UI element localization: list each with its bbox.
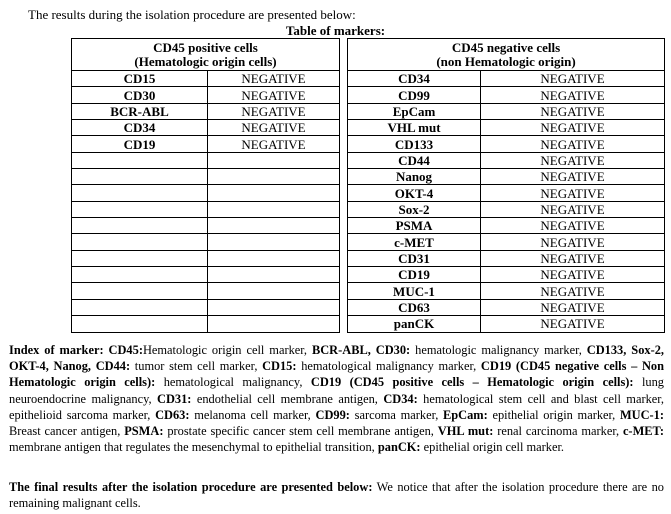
positive-marker (72, 250, 208, 266)
positive-result (208, 267, 340, 283)
final-results-paragraph (9, 479, 664, 511)
negative-marker: CD19 (348, 267, 481, 283)
index-description: Hematologic origin cell marker, (142, 343, 312, 357)
negative-result: NEGATIVE (481, 283, 665, 299)
negative-marker: c-MET (348, 234, 481, 250)
column-gap (340, 299, 348, 315)
positive-result: NEGATIVE (208, 103, 340, 119)
marker-index-paragraph (9, 342, 664, 455)
negative-marker: Nanog (348, 169, 481, 185)
index-description: membrane antigen that regulates the mesenchymal to epithelial transition, (9, 440, 378, 455)
index-term: panCK: (377, 440, 421, 455)
positive-result (208, 218, 340, 234)
negative-result: NEGATIVE (481, 152, 665, 168)
index-description: melanoma cell marker, (189, 407, 316, 422)
negative-header-line-1: CD45 negative cells (451, 39, 561, 55)
column-gap (340, 201, 348, 217)
table-row (72, 185, 665, 201)
positive-marker (72, 169, 208, 185)
column-gap (340, 120, 348, 136)
negative-marker: CD31 (348, 250, 481, 266)
positive-marker (72, 316, 208, 332)
index-term: CD19 (CD45 positive cells – Hematologic origin cells): (310, 375, 634, 390)
negative-header (348, 39, 665, 71)
column-gap (340, 185, 348, 201)
negative-marker: Sox-2 (348, 201, 481, 217)
index-term: CD15: (262, 359, 297, 374)
negative-marker: PSMA (348, 218, 481, 234)
table-row (72, 250, 665, 266)
column-gap (340, 283, 348, 299)
positive-marker (72, 267, 208, 283)
final-results-text: We notice that after the isolation procedure there are no remaining malignant cells. (9, 480, 665, 510)
positive-result (208, 316, 340, 332)
table-row (72, 87, 665, 103)
index-term: PSMA: (124, 424, 164, 439)
intro-text: The results during the isolation procedure are presented below: (28, 7, 356, 22)
index-description: Breast cancer antigen, (9, 424, 125, 439)
table-row (72, 103, 665, 119)
positive-marker (72, 201, 208, 217)
positive-header (72, 39, 340, 71)
negative-result: NEGATIVE (481, 218, 665, 234)
negative-result: NEGATIVE (481, 136, 665, 152)
negative-marker: OKT-4 (348, 185, 481, 201)
negative-result: NEGATIVE (481, 316, 665, 332)
table-caption: Table of markers: (285, 23, 386, 38)
index-term: EpCam: (443, 407, 488, 422)
table-header-row (72, 39, 665, 71)
index-term: c-MET: (622, 424, 664, 439)
index-term: VHL mut: (437, 424, 494, 439)
index-term: CD99: (315, 407, 350, 422)
index-term: CD31: (157, 391, 192, 406)
positive-result (208, 283, 340, 299)
positive-result (208, 234, 340, 250)
negative-marker: CD63 (348, 299, 481, 315)
positive-result (208, 152, 340, 168)
negative-result: NEGATIVE (481, 250, 665, 266)
positive-result (208, 169, 340, 185)
positive-result (208, 201, 340, 217)
negative-marker: VHL mut (348, 120, 481, 136)
column-gap (340, 169, 348, 185)
positive-marker: BCR-ABL (72, 103, 208, 119)
column-gap (340, 234, 348, 250)
negative-marker: CD44 (348, 152, 481, 168)
positive-marker (72, 218, 208, 234)
table-row (72, 316, 665, 332)
negative-result: NEGATIVE (481, 169, 665, 185)
index-description: tumor stem cell marker, (130, 359, 263, 374)
index-description: sarcoma marker, (349, 407, 443, 422)
index-term: CD63: (155, 407, 190, 422)
table-row (72, 136, 665, 152)
table-row (72, 169, 665, 185)
index-description: prostate specific cancer stem cell membrane antigen, (163, 424, 438, 439)
table-row (72, 152, 665, 168)
positive-result (208, 185, 340, 201)
negative-result: NEGATIVE (481, 185, 665, 201)
positive-marker (72, 152, 208, 168)
negative-result: NEGATIVE (481, 103, 665, 119)
column-gap (340, 103, 348, 119)
column-gap (340, 152, 348, 168)
markers-table (71, 38, 665, 333)
positive-result: NEGATIVE (208, 87, 340, 103)
positive-marker: CD30 (72, 87, 208, 103)
index-description: hematological malignancy, (155, 375, 311, 390)
negative-marker: EpCam (348, 103, 481, 119)
column-gap (340, 39, 348, 71)
table-row (72, 218, 665, 234)
positive-marker (72, 234, 208, 250)
column-gap (340, 71, 348, 87)
table-row (72, 267, 665, 283)
negative-marker: CD99 (348, 87, 481, 103)
index-term: CD34: (383, 391, 418, 406)
index-description: renal carcinoma marker, (493, 424, 623, 439)
positive-header-line-2: (Hematologic origin cells) (134, 53, 277, 69)
positive-marker (72, 283, 208, 299)
negative-result: NEGATIVE (481, 120, 665, 136)
positive-result (208, 299, 340, 315)
positive-marker (72, 185, 208, 201)
negative-result: NEGATIVE (481, 299, 665, 315)
table-row (72, 299, 665, 315)
column-gap (340, 250, 348, 266)
final-results-lead: The final results after the isolation procedure are presented below: (9, 480, 373, 494)
positive-result: NEGATIVE (208, 71, 340, 87)
table-row (72, 71, 665, 87)
column-gap (340, 316, 348, 332)
column-gap (340, 218, 348, 234)
negative-result: NEGATIVE (481, 87, 665, 103)
negative-marker: panCK (348, 316, 481, 332)
index-description: epithelial origin marker, (487, 407, 620, 422)
positive-result (208, 250, 340, 266)
index-description: epithelial origin cell marker. (420, 440, 565, 455)
positive-result: NEGATIVE (208, 120, 340, 136)
negative-marker: MUC-1 (348, 283, 481, 299)
index-term: Index of marker: CD45: (9, 343, 143, 357)
positive-marker: CD15 (72, 71, 208, 87)
positive-result: NEGATIVE (208, 136, 340, 152)
positive-marker: CD19 (72, 136, 208, 152)
negative-header-line-2: (non Hematologic origin) (436, 53, 576, 69)
positive-marker (72, 299, 208, 315)
index-term: CD19 (CD45 negative cells – Non Hematologic origin cells): (9, 359, 665, 390)
markers-table-body (72, 39, 665, 333)
column-gap (340, 136, 348, 152)
table-row (72, 283, 665, 299)
table-row (72, 120, 665, 136)
table-row (72, 234, 665, 250)
index-description: endothelial cell membrane antigen, (191, 391, 384, 406)
column-gap (340, 87, 348, 103)
table-row (72, 201, 665, 217)
column-gap (340, 267, 348, 283)
index-description: hematological stem cell and blast cell marker, epithelioid sarcoma marker, (9, 391, 664, 422)
negative-result: NEGATIVE (481, 201, 665, 217)
negative-result: NEGATIVE (481, 71, 665, 87)
negative-result: NEGATIVE (481, 267, 665, 283)
positive-marker: CD34 (72, 120, 208, 136)
positive-header-line-1: CD45 positive cells (153, 39, 258, 55)
negative-result: NEGATIVE (481, 234, 665, 250)
index-description: hematologic malignancy marker, (410, 343, 587, 357)
negative-marker: CD133 (348, 136, 481, 152)
index-description: hematological malignancy marker, (296, 359, 481, 374)
index-term: BCR-ABL, CD30: (311, 343, 411, 357)
index-term: CD133, Sox-2, OKT-4, Nanog, CD44: (9, 343, 665, 374)
index-description: lung neuroendocrine malignancy, (9, 375, 664, 406)
negative-marker: CD34 (348, 71, 481, 87)
index-term: MUC-1: (619, 407, 664, 422)
